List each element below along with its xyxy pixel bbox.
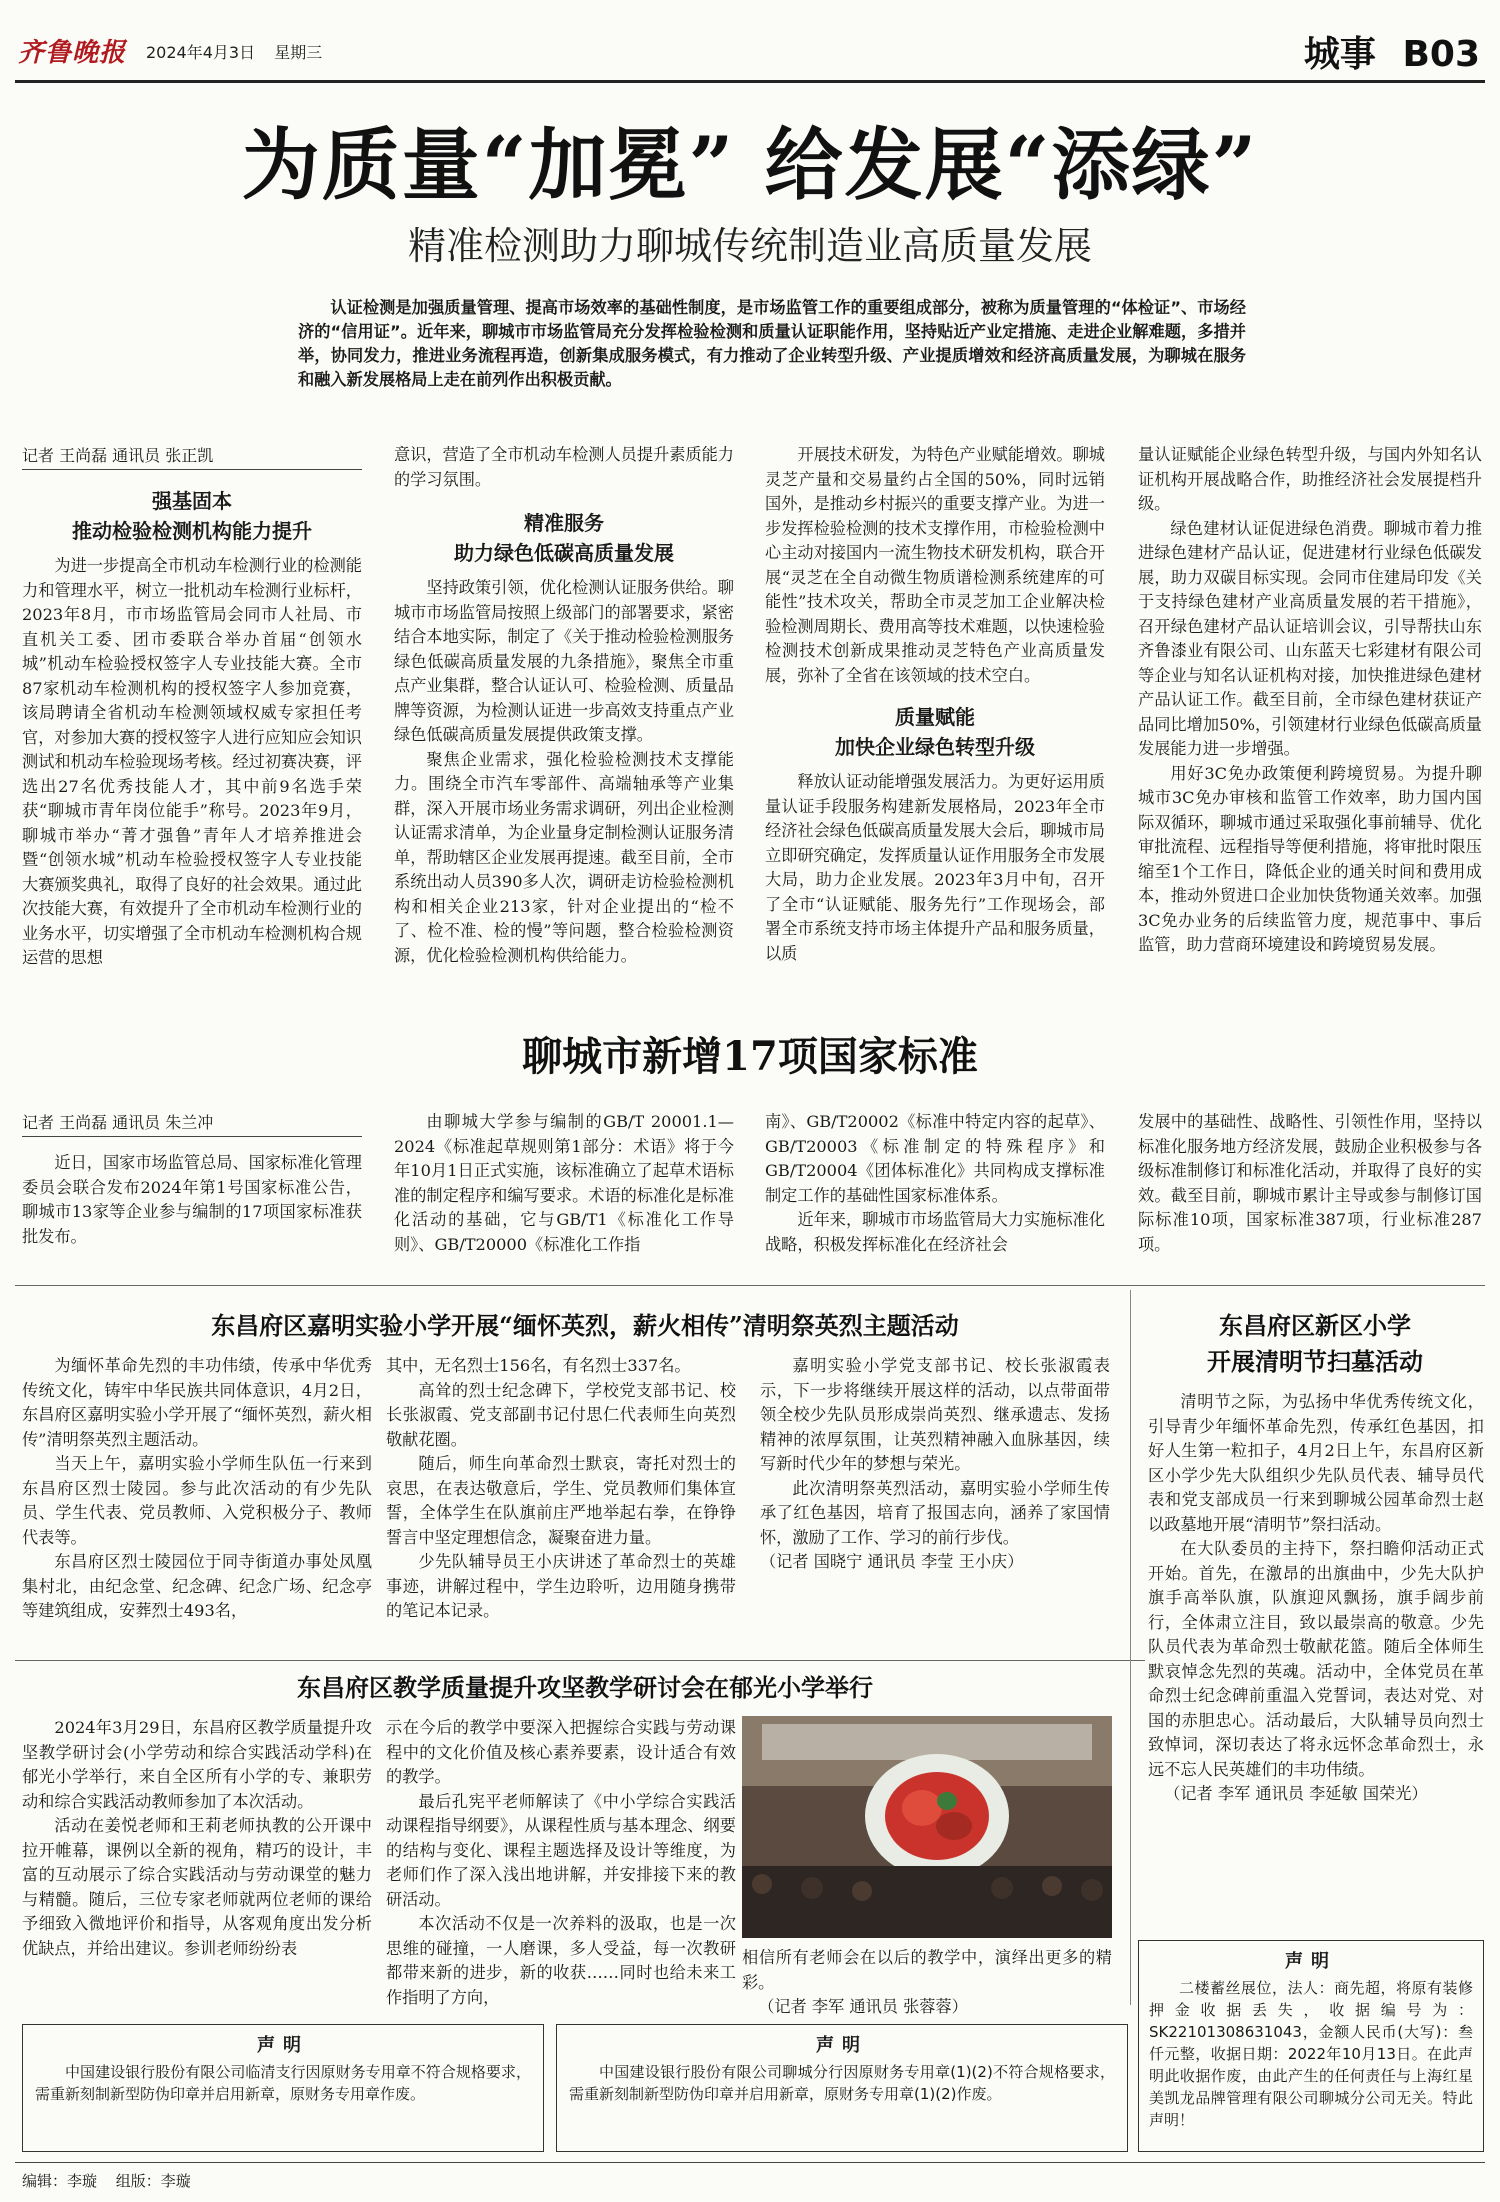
divider-rule: [15, 1660, 1145, 1661]
standards-headline: 聊城市新增17项国家标准: [522, 1033, 978, 1080]
standards-paragraph: 由聊城大学参与编制的GB/T 20001.1—2024《标准起草规则第1部分：术语》将于今年10月1日正式实施，该标准确立了起草术语标准的制定程序和编写要求。术语的标准化是标准化活动的基础，它与GB/T1《标准化工作导则》、GB/T20000《标准化工作指: [394, 1112, 734, 1254]
jiaming-byline: （记者 国晓宁 通讯员 李莹 王小庆）: [760, 1552, 1024, 1571]
date-text: 2024年4月3日: [146, 43, 256, 62]
lead-paragraph: 用好3C免办政策便利跨境贸易。为提升聊城市3C免办审核和监管工作效率，助力国内国际双循环，聊城市通过采取强化事前辅导、优化审批流程、远程指导等便利措施，将审批时限压缩至1个工作日，降低企业的通关时间和费用成本，推动外贸进口企业加快货物通关效率。加强3C免办业务的后续监管力度，规范事中、事后监管，助力营商环境建设和跨境贸易发展。: [1138, 763, 1482, 954]
lead-paragraph: 量认证赋能企业绿色转型升级，与国内外知名认证机构开展战略合作，助推经济社会发展提档升级。: [1138, 445, 1482, 513]
footer-rule: [15, 2162, 1485, 2163]
standards-col-3: [765, 1110, 1105, 1257]
issue-date: [146, 40, 322, 63]
jiaming-paragraph: 东昌府区烈士陵园位于同寺街道办事处凤凰集村北，由纪念堂、纪念碑、纪念广场、纪念亭等建筑组成，安葬烈士493名，: [22, 1552, 372, 1620]
layout-credit: 组版：李璇: [115, 2172, 191, 2190]
xinqu-paragraph: 在大队委员的主持下，祭扫瞻仰活动正式开始。首先，在激昂的出旗曲中，少先大队护旗手高举队旗，队旗迎风飘扬，旗手阔步前行，全体肃立注目，致以最崇高的敬意。少先队员代表为革命烈士敬献花篮。随后全体师生默哀悼念先烈的英魂。活动中，全体党员在革命烈士纪念碑前重温入党誓词，表达对党、对国的赤胆忠心。活动最后，大队辅导员向烈士致悼词，深切表达了将永远怀念革命烈士，永远不忘人民英雄们的丰功伟绩。: [1148, 1539, 1484, 1779]
jiaoyan-col-2: [386, 1716, 736, 2010]
jiaoyan-paragraph: 示在今后的教学中要深入把握综合实践与劳动课程中的文化价值及核心素养要素，设计适合有效的教学。: [386, 1718, 736, 1786]
lead-paragraph: 绿色建材认证促进绿色消费。聊城市着力推进绿色建材产品认证，促进建材行业绿色低碳发展，助力双碳目标实现。会同市住建局印发《关于支持绿色建材产业高质量发展的若干措施》，召开绿色建材产品认证培训会议，引导帮扶山东齐鲁漆业有限公司、山东蓝天七彩建材有限公司等企业与知名认证机构对接，加快推进绿色建材产品认证工作。截至目前，全市绿色建材获证产品同比增加50%，引领建材行业绿色低碳高质量发展能力进一步增强。: [1138, 518, 1482, 758]
jiaoyan-paragraph: 活动在姜悦老师和王莉老师执教的公开课中拉开帷幕，课例以全新的视角，精巧的设计，丰富的互动展示了综合实践活动与劳动课堂的魅力与精髓。随后，三位专家老师就两位老师的课给予细致入微地评价和指导，从客观角度出发分析优缺点，并给出建议。参训老师纷纷表: [22, 1816, 372, 1958]
section-title-2a: 精准服务: [524, 511, 604, 535]
lead-paragraph: 释放认证动能增强发展活力。为更好运用质量认证手段服务构建新发展格局，2023年全市经济社会绿色低碳高质量发展大会后，聊城市局立即研究确定，发挥质量认证作用服务全市发展大局，助力企业发展。2023年3月中旬，召开了全市“认证赋能、服务先行”工作现场会，部署全市系统支持市场主体提升产品和服务质量，以质: [765, 772, 1105, 963]
masthead-rule: [15, 80, 1485, 83]
xinqu-byline: （记者 李军 通讯员 李延敏 国荣光）: [1164, 1784, 1428, 1803]
section-title-1b: 推动检验检测机构能力提升: [72, 519, 312, 543]
jiaoyan-headline: 东昌府区教学质量提升攻坚教学研讨会在郁光小学举行: [297, 1673, 873, 1702]
lead-paragraph: 为进一步提高全市机动车检测行业的检测能力和管理水平，树立一批机动车检测行业标杆，2023年8月，市市场监管局会同市人社局、市直机关工委、团市委联合举办首届“创领水城”机动车检验授权签字人专业技能大赛。全市87家机动车检测机构的授权签字人参加竞赛，该局聘请全省机动车检测领域权威专家担任考官，对参加大赛的授权签字人进行应知应会知识测试和机动车检验现场考核。经过初赛决赛，评选出27名优秀技能人才，其中前9名选手荣获“聊城市青年岗位能手”称号。2023年9月，聊城市举办“菁才强鲁”青年人才培养推进会暨“创领水城”机动车检验授权签字人专业技能大赛颁奖典礼，取得了良好的社会效果。通过此次技能大赛，有效提升了全市机动车检测行业的业务水平，切实增强了全市机动车检测机构合规运营的思想: [22, 556, 362, 967]
notice-box-right: [1138, 1940, 1484, 2152]
jiaming-col-3: [760, 1354, 1110, 1575]
weekday-text: 星期三: [274, 43, 323, 62]
section-title-3a: 质量赋能: [895, 705, 975, 729]
jiaming-paragraph: 随后，师生向革命烈士默哀，寄托对烈士的哀思，在表达敬意后，学生、党员教师们集体宣誓，全体学生在队旗前庄严地举起右拳，在铮铮誓言中坚定理想信念，凝聚奋进力量。: [386, 1454, 736, 1547]
notice-box-middle: [556, 2024, 1128, 2152]
section-title-1a: 强基固本: [152, 489, 232, 513]
jiaoyan-col-3: [742, 1946, 1112, 2020]
lead-paragraph: 坚持政策引领，优化检测认证服务供给。聊城市市场监管局按照上级部门的部署要求，紧密结合本地实际，制定了《关于推动检验检测服务绿色低碳高质量发展的九条措施》，聚焦全市重点产业集群，整合认证认可、检验检测、质量品牌等资源，为检测认证进一步高效支持重点产业绿色低碳高质量发展提供政策支撑。: [394, 578, 734, 744]
lead-paragraph: 聚焦企业需求，强化检验检测技术支撑能力。围绕全市汽车零部件、高端轴承等产业集群，深入开展市场业务需求调研，列出企业检测认证需求清单，为企业量身定制检测认证服务清单，帮助辖区企业发展再提速。截至目前，全市系统出动人员390多人次，调研走访检验检测机构和相关企业213家，针对企业提出的“检不了、检不准、检的慢”等问题，整合检验检测资源，优化检验检测机构供给能力。: [394, 749, 734, 965]
page-number: B03: [1402, 34, 1480, 75]
jiaoyan-paragraph: 相信所有老师会在以后的教学中，演绎出更多的精彩。: [742, 1948, 1112, 1992]
lead-paragraph: 开展技术研发，为特色产业赋能增效。聊城灵芝产量和交易量约占全国的50%，同时远销国外，是推动乡村振兴的重要支撑产业。为进一步发挥检验检测的技术支撑作用，市检验检测中心主动对接国内一流生物技术研发机构，联合开展“灵芝在全自动微生物质谱检测系统建库的可能性”技术攻关，帮助全市灵芝加工企业解决检验检测周期长、费用高等技术难题，以快速检验检测技术创新成果推动灵芝特色产业高质量发展，弥补了全省在该领域的技术空白。: [765, 445, 1105, 685]
notice-box-left: [22, 2024, 544, 2152]
intro-paragraph: 认证检测是加强质量管理、提高市场效率的基础性制度，是市场监管工作的重要组成部分，被称为质量管理的“体检证”、市场经济的“信用证”。近年来，聊城市市场监管局充分发挥检验检测和质量认证职能作用，坚持贴近产业定措施、走进企业解难题，多措并举，协同发力，推进业务流程再造，创新集成服务模式，有力推动了企业转型升级、产业提质增效和经济高质量发展，为聊城在服务和融入新发展格局上走在前列作出积极贡献。: [298, 298, 1246, 389]
jiaming-headline: 东昌府区嘉明实验小学开展“缅怀英烈，薪火相传”清明祭英烈主题活动: [211, 1311, 959, 1340]
footer-credits: [22, 2170, 191, 2191]
lead-col-4: [1138, 443, 1482, 958]
section-name: 城事: [1303, 33, 1376, 75]
jiaming-paragraph: 其中，无名烈士156名，有名烈士337名。: [386, 1356, 691, 1375]
notice-title: 声明: [816, 2035, 868, 2056]
photo-illustration: [742, 1716, 1112, 1938]
section-title-2b: 助力绿色低碳高质量发展: [454, 541, 674, 565]
jiaming-col-1: [22, 1354, 372, 1624]
jiaming-col-2: [386, 1354, 736, 1624]
jiaming-paragraph: 高耸的烈士纪念碑下，学校党支部书记、校长张淑霞、党支部副书记付思仁代表师生向英烈敬献花圈。: [386, 1380, 736, 1449]
jiaming-paragraph: 少先队辅导员王小庆讲述了革命烈士的英雄事迹，讲解过程中，学生边聆听，边用随身携带的笔记本记录。: [386, 1552, 736, 1620]
standards-col-4: [1138, 1110, 1482, 1257]
xinqu-headline-2: 开展清明节扫墓活动: [1207, 1347, 1423, 1376]
standards-paragraph: 发展中的基础性、战略性、引领性作用，坚持以标准化服务地方经济发展，鼓励企业积极参与各级标准制修订和标准化活动，并取得了良好的实效。截至目前，聊城市累计主导或参与制修订国际标准10项，国家标准387项，行业标准287项。: [1138, 1112, 1482, 1254]
xinqu-col: [1148, 1390, 1484, 1807]
standards-paragraph: 南》、GB/T20002《标准中特定内容的起草》、GB/T20003《标准制定的特殊程序》和GB/T20004《团体标准化》共同构成支撑标准制定工作的基础性国家标准体系。: [765, 1112, 1105, 1205]
xinqu-paragraph: 清明节之际，为弘扬中华优秀传统文化，引导青少年缅怀革命先烈，传承红色基因，扣好人生第一粒扣子，4月2日上午，东昌府区新区小学少先大队组织少先队员代表、辅导员代表和党支部成员一行来到聊城公园革命烈士赵以政墓地开展“清明节”祭扫活动。: [1148, 1392, 1484, 1534]
jiaoyan-paragraph: 2024年3月29日，东昌府区教学质量提升攻坚教学研讨会(小学劳动和综合实践活动学科)在郁光小学举行，来自全区所有小学的专、兼职劳动和综合实践活动教师参加了本次活动。: [22, 1718, 372, 1811]
lead-byline: 记者 王尚磊 通讯员 张正凯: [22, 443, 362, 470]
lead-subheadline: 精准检测助力聊城传统制造业高质量发展: [407, 224, 1092, 268]
jiaoyan-paragraph: 最后孔宪平老师解读了《中小学综合实践活动课程指导纲要》，从课程性质与基本理念、纲要的结构与变化、课程主题选择及设计等维度，为老师们作了深入浅出地讲解，并安排接下来的教研活动。: [386, 1791, 736, 1909]
jiaming-paragraph: 嘉明实验小学党支部书记、校长张淑霞表示，下一步将继续开展这样的活动，以点带面带领全校少先队员形成崇尚英烈、继承遗志、发扬精神的浓厚氛围，让英烈精神融入血脉基因，续写新时代少年的梦想与荣光。: [760, 1356, 1110, 1473]
jiaming-paragraph: 为缅怀革命先烈的丰功伟绩，传承中华优秀传统文化，铸牢中华民族共同体意识，4月2日，东昌府区嘉明实验小学开展了“缅怀英烈，薪火相传”清明祭英烈主题活动。: [22, 1356, 372, 1449]
jiaming-paragraph: 此次清明祭英烈活动，嘉明实验小学师生传承了红色基因，培育了报国志向，涵养了家国情怀，激励了工作、学习的前行步伐。: [760, 1478, 1110, 1547]
jiaoyan-col-1: [22, 1716, 372, 1961]
section-title-3b: 加快企业绿色转型升级: [835, 735, 1035, 759]
lead-paragraph: 意识，营造了全市机动车检测人员提升素质能力的学习氛围。: [394, 445, 734, 489]
notice-text: 二楼蓄丝展位，法人：商先超，将原有装修押金收据丢失，收据编号为：SK2210130863104​3，金额人民币(大写)：叁仟元整，收据日期：2022年10月13日。在此声明此收据作废，由此产生的任何责任与上海红星美凯龙品牌管理有限公司聊城分公司无关。特此声明！: [1149, 1979, 1473, 2129]
notice-text: 中国建设银行股份有限公司临清支行因原财务专用章不符合规格要求，需重新刻制新型防伪印章并启用新章，原财务专用章作废。: [35, 2063, 531, 2103]
section-label: [1304, 26, 1480, 77]
standards-byline: 记者 王尚磊 通讯员 朱兰冲: [22, 1110, 362, 1137]
standards-col-2: [394, 1110, 734, 1257]
lead-col-2: [394, 443, 734, 968]
notice-title: 声明: [257, 2035, 309, 2056]
lead-headline: 为质量“加冕” 给发展“添绿”: [241, 120, 1259, 211]
notice-title: 声明: [1285, 1951, 1337, 1972]
standards-paragraph: 近年来，聊城市市场监管局大力实施标准化战略，积极发挥标准化在经济社会: [765, 1210, 1105, 1254]
standards-col-1: [22, 1110, 362, 1249]
divider-rule: [15, 1285, 1485, 1286]
xinqu-headline-1: 东昌府区新区小学: [1219, 1311, 1411, 1340]
notice-text: 中国建设银行股份有限公司聊城分行因原财务专用章(1)(2)不符合规格要求，需重新刻制新型防伪印章并启用新章，原财务专用章(1)(2)作废。: [569, 2063, 1115, 2103]
newspaper-logo: 齐鲁晚报: [18, 38, 127, 68]
jiaming-paragraph: 当天上午，嘉明实验小学师生队伍一行来到东昌府区烈士陵园。参与此次活动的有少先队员、学生代表、党员教师、入党积极分子、教师代表等。: [22, 1454, 372, 1547]
jiaoyan-byline: （记者 李军 通讯员 张蓉蓉）: [758, 1997, 968, 2016]
lead-intro: [298, 296, 1246, 392]
lead-col-1: [22, 443, 362, 971]
standards-paragraph: 近日，国家市场监管总局、国家标准化管理委员会联合发布2024年第1号国家标准公告，聊城市13家等企业参与编制的17项国家标准获批发布。: [22, 1153, 362, 1246]
lead-col-3: [765, 443, 1105, 966]
classroom-photo: [742, 1716, 1112, 1938]
sidebar-divider: [1130, 1290, 1131, 2005]
jiaoyan-paragraph: 本次活动不仅是一次养料的汲取，也是一次思维的碰撞，一人磨课，多人受益，每一次教研都带来新的进步，新的收获……同时也给未来工作指明了方向，: [386, 1914, 736, 2007]
editor-credit: 编辑：李璇: [22, 2172, 98, 2190]
